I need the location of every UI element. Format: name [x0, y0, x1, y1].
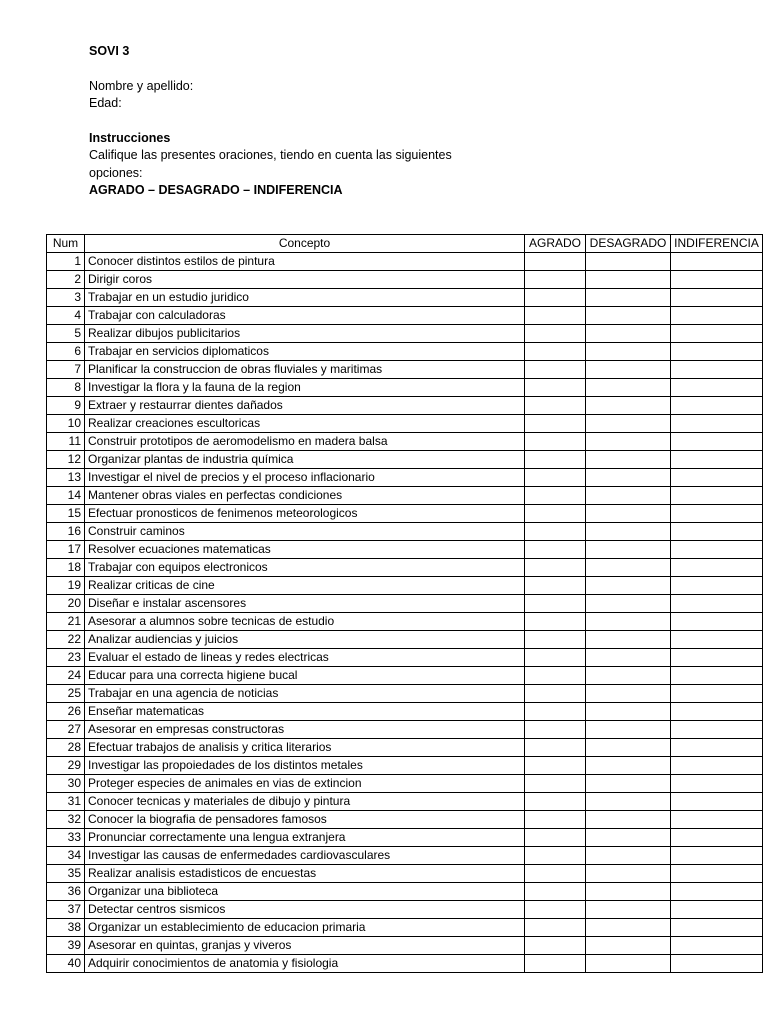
- desagrado-cell[interactable]: [586, 865, 671, 883]
- row-number: 20: [47, 595, 85, 613]
- row-number: 10: [47, 415, 85, 433]
- desagrado-cell[interactable]: [586, 343, 671, 361]
- indiferencia-cell[interactable]: [671, 667, 763, 685]
- row-concept: Investigar el nivel de precios y el proceso inflacionario: [85, 469, 525, 487]
- row-number: 29: [47, 757, 85, 775]
- table-row: [47, 541, 763, 559]
- table-row: [47, 289, 763, 307]
- indiferencia-cell[interactable]: [671, 577, 763, 595]
- agrado-cell[interactable]: [525, 469, 586, 487]
- row-concept: Mantener obras viales en perfectas condiciones: [85, 487, 525, 505]
- table-row: [47, 451, 763, 469]
- table-row: [47, 847, 763, 865]
- desagrado-cell[interactable]: [586, 505, 671, 523]
- desagrado-cell[interactable]: [586, 901, 671, 919]
- indiferencia-cell[interactable]: [671, 397, 763, 415]
- table-row: [47, 829, 763, 847]
- table-row: [47, 523, 763, 541]
- table-row: [47, 721, 763, 739]
- row-concept: Trabajar en un estudio juridico: [85, 289, 525, 307]
- row-concept: Asesorar en empresas constructoras: [85, 721, 525, 739]
- row-concept: Investigar las propoiedades de los distintos metales: [85, 757, 525, 775]
- row-number: 8: [47, 379, 85, 397]
- row-concept: Realizar dibujos publicitarios: [85, 325, 525, 343]
- table-row: [47, 379, 763, 397]
- agrado-cell[interactable]: [525, 703, 586, 721]
- desagrado-cell[interactable]: [586, 361, 671, 379]
- desagrado-cell[interactable]: [586, 523, 671, 541]
- indiferencia-cell[interactable]: [671, 613, 763, 631]
- row-concept: Extraer y restaurrar dientes dañados: [85, 397, 525, 415]
- desagrado-cell[interactable]: [586, 703, 671, 721]
- indiferencia-cell[interactable]: [671, 901, 763, 919]
- row-number: 4: [47, 307, 85, 325]
- indiferencia-cell[interactable]: [671, 775, 763, 793]
- desagrado-cell[interactable]: [586, 775, 671, 793]
- desagrado-cell[interactable]: [586, 469, 671, 487]
- desagrado-cell[interactable]: [586, 595, 671, 613]
- indiferencia-cell[interactable]: [671, 361, 763, 379]
- desagrado-cell[interactable]: [586, 577, 671, 595]
- agrado-cell[interactable]: [525, 775, 586, 793]
- agrado-cell[interactable]: [525, 505, 586, 523]
- agrado-cell[interactable]: [525, 361, 586, 379]
- row-number: 12: [47, 451, 85, 469]
- agrado-cell[interactable]: [525, 325, 586, 343]
- row-concept: Organizar plantas de industria química: [85, 451, 525, 469]
- table-row: [47, 361, 763, 379]
- row-number: 21: [47, 613, 85, 631]
- table-row: [47, 883, 763, 901]
- indiferencia-cell[interactable]: [671, 721, 763, 739]
- row-number: 11: [47, 433, 85, 451]
- table-row: [47, 577, 763, 595]
- document-header: [89, 43, 529, 200]
- row-concept: Realizar analisis estadisticos de encuestas: [85, 865, 525, 883]
- agrado-cell[interactable]: [525, 595, 586, 613]
- indiferencia-cell[interactable]: [671, 523, 763, 541]
- row-concept: Diseñar e instalar ascensores: [85, 595, 525, 613]
- row-number: 5: [47, 325, 85, 343]
- agrado-cell[interactable]: [525, 523, 586, 541]
- agrado-cell[interactable]: [525, 541, 586, 559]
- desagrado-cell[interactable]: [586, 379, 671, 397]
- agrado-cell[interactable]: [525, 379, 586, 397]
- row-concept: Conocer tecnicas y materiales de dibujo y pintura: [85, 793, 525, 811]
- agrado-cell[interactable]: [525, 271, 586, 289]
- desagrado-cell[interactable]: [586, 541, 671, 559]
- column-header-desagrado: DESAGRADO: [586, 235, 671, 253]
- row-number: 32: [47, 811, 85, 829]
- row-concept: Dirigir coros: [85, 271, 525, 289]
- row-number: 28: [47, 739, 85, 757]
- row-number: 38: [47, 919, 85, 937]
- row-number: 27: [47, 721, 85, 739]
- desagrado-cell[interactable]: [586, 847, 671, 865]
- table-row: [47, 613, 763, 631]
- indiferencia-cell[interactable]: [671, 793, 763, 811]
- row-number: 9: [47, 397, 85, 415]
- agrado-cell[interactable]: [525, 649, 586, 667]
- table-row: [47, 271, 763, 289]
- indiferencia-cell[interactable]: [671, 829, 763, 847]
- table-row: [47, 415, 763, 433]
- agrado-cell[interactable]: [525, 739, 586, 757]
- indiferencia-cell[interactable]: [671, 937, 763, 955]
- instructions-text-line2: opciones:: [89, 165, 143, 180]
- desagrado-cell[interactable]: [586, 649, 671, 667]
- table-row: [47, 433, 763, 451]
- row-concept: Investigar las causas de enfermedades cardiovasculares: [85, 847, 525, 865]
- indiferencia-cell[interactable]: [671, 919, 763, 937]
- table-row: [47, 649, 763, 667]
- desagrado-cell[interactable]: [586, 253, 671, 271]
- survey-table-body: [47, 253, 763, 973]
- row-concept: Organizar una biblioteca: [85, 883, 525, 901]
- instructions-text-line1: Califique las presentes oraciones, tiendo en cuenta las siguientes: [89, 148, 452, 162]
- table-row: [47, 487, 763, 505]
- row-number: 13: [47, 469, 85, 487]
- row-concept: Investigar la flora y la fauna de la region: [85, 379, 525, 397]
- indiferencia-cell[interactable]: [671, 703, 763, 721]
- agrado-cell[interactable]: [525, 415, 586, 433]
- agrado-cell[interactable]: [525, 937, 586, 955]
- agrado-cell[interactable]: [525, 919, 586, 937]
- desagrado-cell[interactable]: [586, 271, 671, 289]
- table-header-row: [47, 235, 763, 253]
- table-row: [47, 811, 763, 829]
- indiferencia-cell[interactable]: [671, 595, 763, 613]
- indiferencia-cell[interactable]: [671, 865, 763, 883]
- row-concept: Trabajar en servicios diplomaticos: [85, 343, 525, 361]
- row-concept: Proteger especies de animales en vias de extincion: [85, 775, 525, 793]
- column-header-num: Num: [47, 235, 85, 253]
- row-number: 31: [47, 793, 85, 811]
- indiferencia-cell[interactable]: [671, 289, 763, 307]
- row-concept: Conocer distintos estilos de pintura: [85, 253, 525, 271]
- row-concept: Evaluar el estado de lineas y redes electricas: [85, 649, 525, 667]
- indiferencia-cell[interactable]: [671, 271, 763, 289]
- indiferencia-cell[interactable]: [671, 883, 763, 901]
- desagrado-cell[interactable]: [586, 559, 671, 577]
- row-concept: Efectuar pronosticos de fenimenos meteorologicos: [85, 505, 525, 523]
- row-number: 16: [47, 523, 85, 541]
- indiferencia-cell[interactable]: [671, 757, 763, 775]
- row-number: 30: [47, 775, 85, 793]
- agrado-cell[interactable]: [525, 613, 586, 631]
- row-number: 25: [47, 685, 85, 703]
- survey-table: [46, 234, 763, 973]
- desagrado-cell[interactable]: [586, 325, 671, 343]
- row-concept: Pronunciar correctamente una lengua extranjera: [85, 829, 525, 847]
- desagrado-cell[interactable]: [586, 721, 671, 739]
- options-line: AGRADO – DESAGRADO – INDIFERENCIA: [89, 183, 343, 197]
- row-number: 33: [47, 829, 85, 847]
- row-concept: Realizar creaciones escultoricas: [85, 415, 525, 433]
- table-row: [47, 397, 763, 415]
- indiferencia-cell[interactable]: [671, 415, 763, 433]
- agrado-cell[interactable]: [525, 667, 586, 685]
- agrado-cell[interactable]: [525, 559, 586, 577]
- row-concept: Educar para una correcta higiene bucal: [85, 667, 525, 685]
- row-number: 3: [47, 289, 85, 307]
- row-number: 18: [47, 559, 85, 577]
- desagrado-cell[interactable]: [586, 631, 671, 649]
- agrado-cell[interactable]: [525, 451, 586, 469]
- indiferencia-cell[interactable]: [671, 631, 763, 649]
- desagrado-cell[interactable]: [586, 919, 671, 937]
- indiferencia-cell[interactable]: [671, 739, 763, 757]
- agrado-cell[interactable]: [525, 865, 586, 883]
- indiferencia-cell[interactable]: [671, 307, 763, 325]
- row-concept: Enseñar matematicas: [85, 703, 525, 721]
- desagrado-cell[interactable]: [586, 397, 671, 415]
- desagrado-cell[interactable]: [586, 829, 671, 847]
- column-header-indiferencia: INDIFERENCIA: [671, 235, 763, 253]
- table-row: [47, 343, 763, 361]
- desagrado-cell[interactable]: [586, 883, 671, 901]
- desagrado-cell[interactable]: [586, 307, 671, 325]
- table-row: [47, 325, 763, 343]
- row-concept: Conocer la biografia de pensadores famosos: [85, 811, 525, 829]
- desagrado-cell[interactable]: [586, 487, 671, 505]
- agrado-cell[interactable]: [525, 577, 586, 595]
- desagrado-cell[interactable]: [586, 685, 671, 703]
- row-concept: Realizar criticas de cine: [85, 577, 525, 595]
- indiferencia-cell[interactable]: [671, 847, 763, 865]
- table-row: [47, 685, 763, 703]
- desagrado-cell[interactable]: [586, 757, 671, 775]
- row-concept: Analizar audiencias y juicios: [85, 631, 525, 649]
- table-row: [47, 631, 763, 649]
- table-row: [47, 505, 763, 523]
- row-concept: Construir prototipos de aeromodelismo en madera balsa: [85, 433, 525, 451]
- indiferencia-cell[interactable]: [671, 559, 763, 577]
- table-row: [47, 775, 763, 793]
- table-row: [47, 307, 763, 325]
- agrado-cell[interactable]: [525, 487, 586, 505]
- document-title: SOVI 3: [89, 44, 130, 58]
- table-row: [47, 559, 763, 577]
- agrado-cell[interactable]: [525, 253, 586, 271]
- indiferencia-cell[interactable]: [671, 451, 763, 469]
- desagrado-cell[interactable]: [586, 433, 671, 451]
- agrado-cell[interactable]: [525, 343, 586, 361]
- row-number: 39: [47, 937, 85, 955]
- desagrado-cell[interactable]: [586, 937, 671, 955]
- row-number: 22: [47, 631, 85, 649]
- table-row: [47, 739, 763, 757]
- row-concept: Adquirir conocimientos de anatomia y fisiologia: [85, 955, 525, 973]
- indiferencia-cell[interactable]: [671, 685, 763, 703]
- desagrado-cell[interactable]: [586, 811, 671, 829]
- indiferencia-cell[interactable]: [671, 325, 763, 343]
- desagrado-cell[interactable]: [586, 955, 671, 973]
- indiferencia-cell[interactable]: [671, 955, 763, 973]
- row-concept: Detectar centros sismicos: [85, 901, 525, 919]
- indiferencia-cell[interactable]: [671, 487, 763, 505]
- indiferencia-cell[interactable]: [671, 541, 763, 559]
- indiferencia-cell[interactable]: [671, 469, 763, 487]
- desagrado-cell[interactable]: [586, 793, 671, 811]
- table-row: [47, 253, 763, 271]
- agrado-cell[interactable]: [525, 685, 586, 703]
- indiferencia-cell[interactable]: [671, 649, 763, 667]
- agrado-cell[interactable]: [525, 757, 586, 775]
- row-concept: Trabajar con calculadoras: [85, 307, 525, 325]
- indiferencia-cell[interactable]: [671, 433, 763, 451]
- table-row: [47, 865, 763, 883]
- agrado-cell[interactable]: [525, 955, 586, 973]
- row-number: 36: [47, 883, 85, 901]
- agrado-cell[interactable]: [525, 307, 586, 325]
- indiferencia-cell[interactable]: [671, 379, 763, 397]
- row-concept: Organizar un establecimiento de educacion primaria: [85, 919, 525, 937]
- column-header-concept: Concepto: [85, 235, 525, 253]
- indiferencia-cell[interactable]: [671, 343, 763, 361]
- desagrado-cell[interactable]: [586, 613, 671, 631]
- table-row: [47, 919, 763, 937]
- agrado-cell[interactable]: [525, 433, 586, 451]
- row-concept: Asesorar en quintas, granjas y viveros: [85, 937, 525, 955]
- agrado-cell[interactable]: [525, 721, 586, 739]
- instructions-heading: Instrucciones: [89, 130, 171, 145]
- row-number: 14: [47, 487, 85, 505]
- name-label: Nombre y apellido:: [89, 78, 194, 93]
- agrado-cell[interactable]: [525, 811, 586, 829]
- row-number: 17: [47, 541, 85, 559]
- row-concept: Planificar la construccion de obras fluviales y maritimas: [85, 361, 525, 379]
- row-number: 1: [47, 253, 85, 271]
- desagrado-cell[interactable]: [586, 451, 671, 469]
- desagrado-cell[interactable]: [586, 667, 671, 685]
- table-row: [47, 901, 763, 919]
- age-label: Edad:: [89, 96, 122, 110]
- row-concept: Trabajar con equipos electronicos: [85, 559, 525, 577]
- table-row: [47, 757, 763, 775]
- desagrado-cell[interactable]: [586, 415, 671, 433]
- indiferencia-cell[interactable]: [671, 505, 763, 523]
- agrado-cell[interactable]: [525, 397, 586, 415]
- agrado-cell[interactable]: [525, 901, 586, 919]
- row-concept: Trabajar en una agencia de noticias: [85, 685, 525, 703]
- table-row: [47, 937, 763, 955]
- column-header-agrado: AGRADO: [525, 235, 586, 253]
- row-number: 24: [47, 667, 85, 685]
- row-number: 6: [47, 343, 85, 361]
- agrado-cell[interactable]: [525, 631, 586, 649]
- agrado-cell[interactable]: [525, 829, 586, 847]
- indiferencia-cell[interactable]: [671, 253, 763, 271]
- row-number: 40: [47, 955, 85, 973]
- row-concept: Resolver ecuaciones matematicas: [85, 541, 525, 559]
- row-number: 19: [47, 577, 85, 595]
- desagrado-cell[interactable]: [586, 289, 671, 307]
- row-concept: Asesorar a alumnos sobre tecnicas de estudio: [85, 613, 525, 631]
- agrado-cell[interactable]: [525, 289, 586, 307]
- desagrado-cell[interactable]: [586, 739, 671, 757]
- agrado-cell[interactable]: [525, 847, 586, 865]
- row-number: 15: [47, 505, 85, 523]
- row-number: 23: [47, 649, 85, 667]
- row-concept: Efectuar trabajos de analisis y critica literarios: [85, 739, 525, 757]
- row-number: 7: [47, 361, 85, 379]
- table-row: [47, 703, 763, 721]
- table-row: [47, 469, 763, 487]
- agrado-cell[interactable]: [525, 883, 586, 901]
- row-number: 26: [47, 703, 85, 721]
- table-row: [47, 793, 763, 811]
- table-row: [47, 955, 763, 973]
- indiferencia-cell[interactable]: [671, 811, 763, 829]
- row-number: 35: [47, 865, 85, 883]
- row-number: 37: [47, 901, 85, 919]
- agrado-cell[interactable]: [525, 793, 586, 811]
- table-row: [47, 667, 763, 685]
- row-concept: Construir caminos: [85, 523, 525, 541]
- table-row: [47, 595, 763, 613]
- row-number: 34: [47, 847, 85, 865]
- row-number: 2: [47, 271, 85, 289]
